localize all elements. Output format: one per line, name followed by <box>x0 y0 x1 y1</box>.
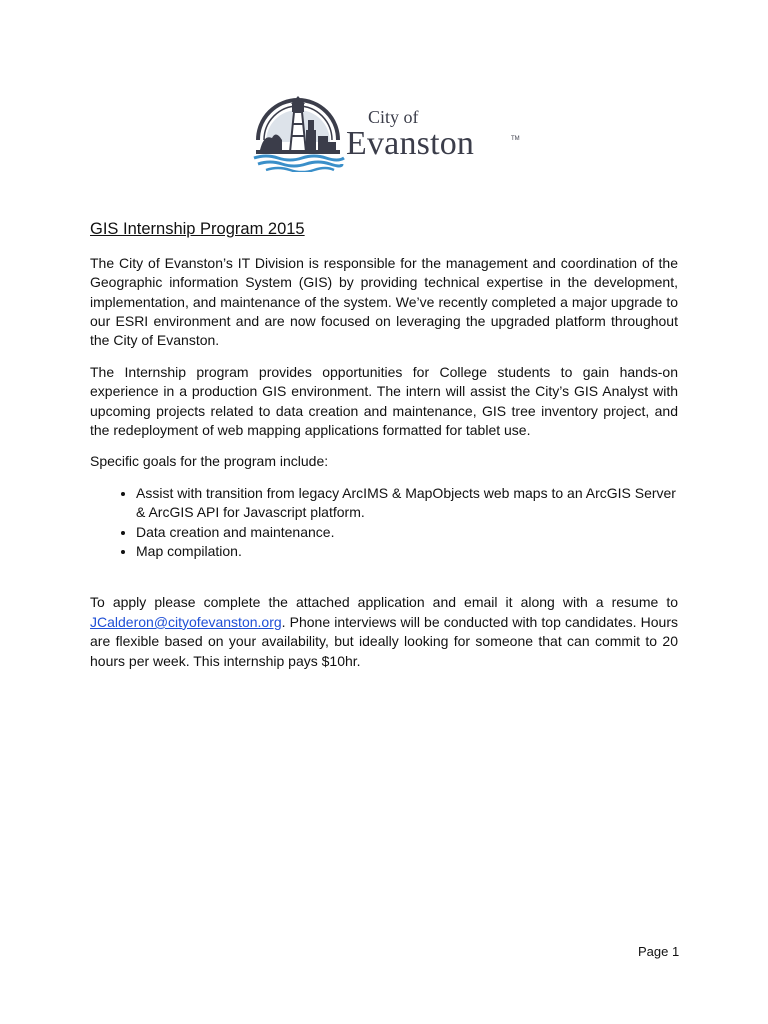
apply-text-before: To apply please complete the attached application and email it along with a resume to <box>90 594 678 611</box>
logo-name-label: Evanston <box>346 125 475 162</box>
goal-item: • Map compilation. <box>136 542 678 561</box>
apply-text-after: . Phone interviews will be conducted with top candidates. Hours are flexible based on your availability, but ideally looking for someone that can commit to 20 hours per week. This internship pays $10hr. <box>90 613 678 669</box>
page-number: Page 1 <box>638 944 680 959</box>
internship-paragraph: The Internship program provides opportunities for College students to gain hands-on experience in a production GIS environment. The intern will assist the City’s GIS Analyst with upcoming projects related to data creation and maintenance, GIS tree inventory project, and the redeployment of web mapping applications formatted for tablet use. <box>90 363 678 439</box>
goals-list <box>90 484 678 562</box>
city-of-evanston-logo <box>250 90 530 172</box>
goal-item: • Data creation and maintenance. <box>136 523 678 542</box>
goal-item: • Assist with transition from legacy ArcIMS & MapObjects web maps to an ArcGIS Server & ArcGIS API for Javascript platform. <box>136 484 678 523</box>
apply-paragraph <box>90 593 678 671</box>
lighthouse-emblem-icon <box>250 90 346 172</box>
logo-city-label: City of <box>368 107 419 127</box>
logo-trademark: TM <box>511 136 520 142</box>
document-title: GIS Internship Program 2015 <box>90 220 305 238</box>
goals-intro: Specific goals for the program include: <box>90 453 329 470</box>
apply-email-link[interactable]: JCalderon@cityofevanston.org <box>90 613 282 630</box>
intro-paragraph: The City of Evanston’s IT Division is responsible for the management and coordination of the Geographic information System (GIS) by providing technical expertise in the development, implementation, and maintenance of the system. We’ve recently completed a major upgrade to our ESRI environment and are now focused on leveraging the upgraded platform throughout the City of Evanston. <box>90 254 678 349</box>
document-body <box>90 220 678 683</box>
section-spacer <box>90 575 678 593</box>
